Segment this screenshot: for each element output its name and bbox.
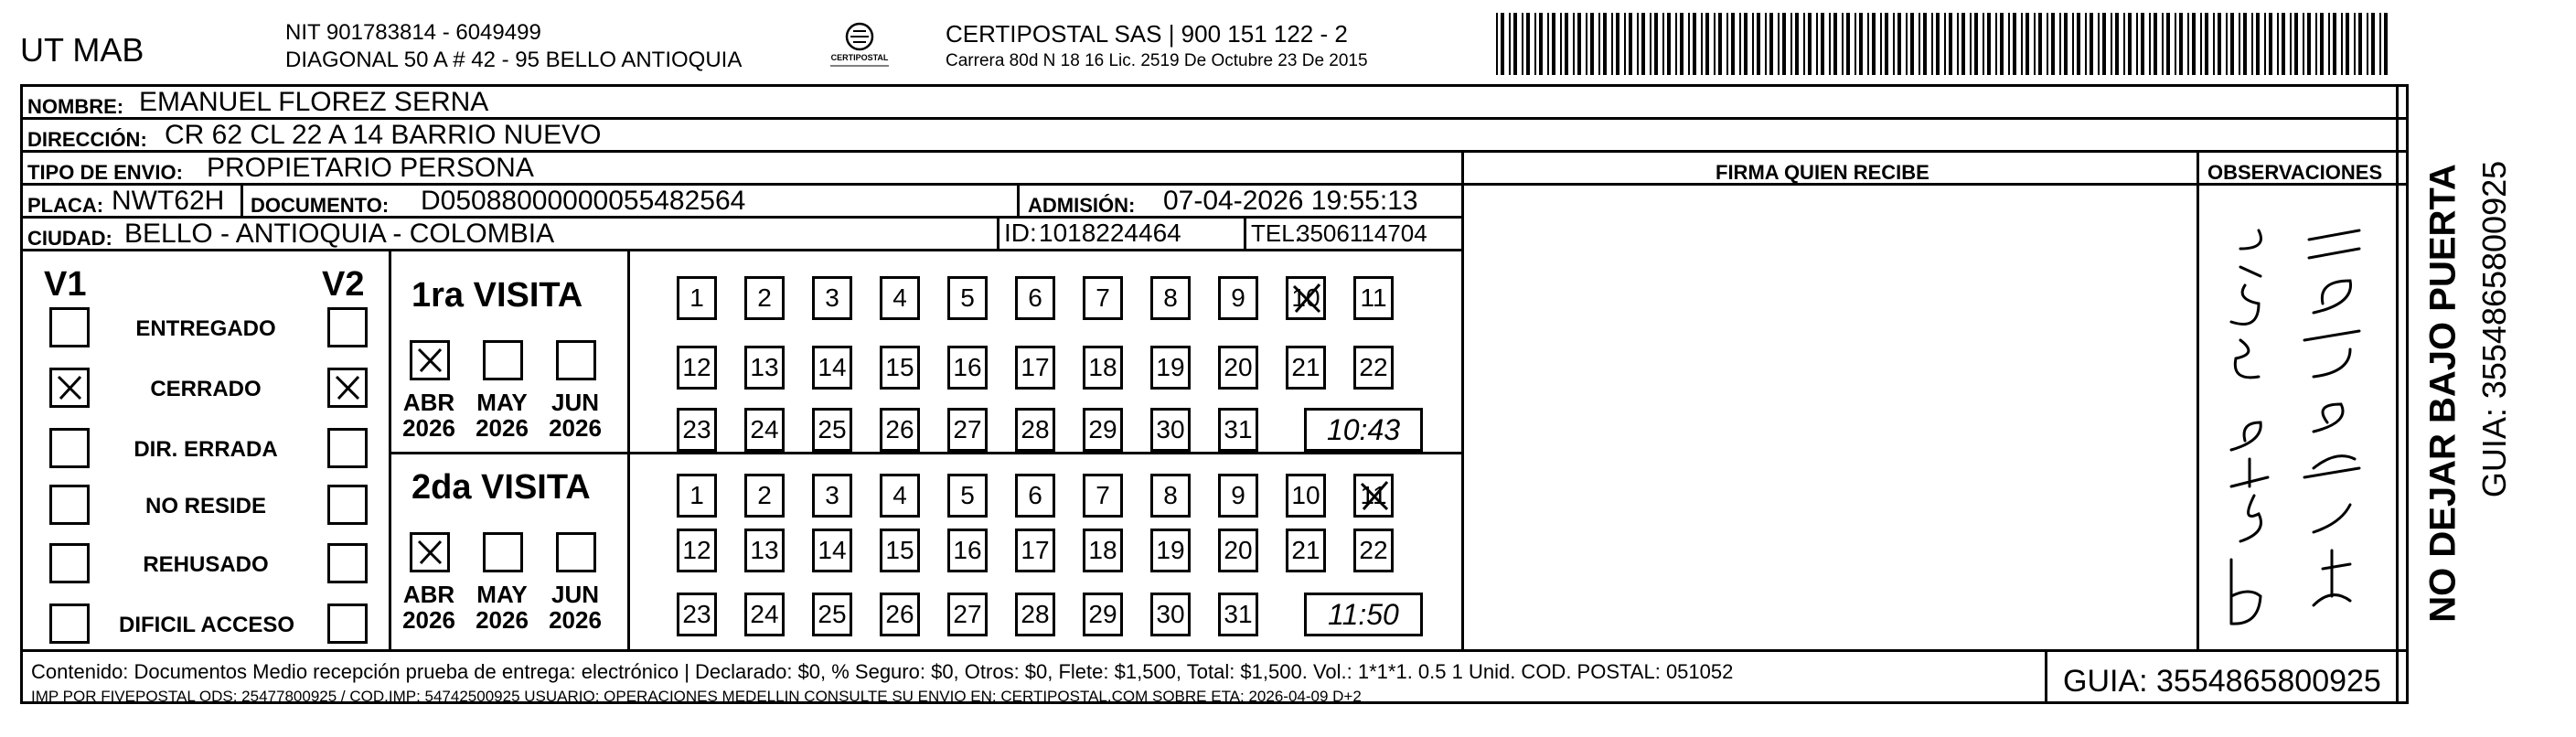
barcode-bar — [2358, 13, 2362, 75]
month-label: JUN 2026 — [549, 389, 602, 442]
barcode-bar — [2367, 13, 2368, 75]
barcode-bar — [1726, 13, 1728, 75]
barcode-bar — [2303, 13, 2304, 75]
day-box[interactable]: 21 — [1286, 346, 1326, 390]
day-box[interactable]: 31 — [1218, 408, 1258, 452]
status-v2-checkbox[interactable] — [327, 428, 368, 468]
status-v1-checkbox[interactable] — [49, 428, 90, 468]
day-box[interactable]: 9 — [1218, 474, 1258, 518]
barcode-bar — [1662, 13, 1664, 75]
direccion-value: CR 62 CL 22 A 14 BARRIO NUEVO — [165, 120, 602, 150]
visit1-title: 1ra VISITA — [412, 276, 583, 315]
barcode-bar — [1650, 13, 1651, 75]
barcode-bar — [1501, 13, 1504, 75]
day-box[interactable]: 26 — [880, 408, 920, 452]
barcode-bar — [1744, 13, 1748, 75]
day-box[interactable]: 10 — [1286, 474, 1326, 518]
barcode-bar — [1778, 13, 1780, 75]
barcode-bar — [1923, 13, 1927, 75]
barcode-bar — [2251, 13, 2253, 75]
barcode-bar — [1629, 13, 1632, 75]
barcode-bar — [2013, 13, 2016, 75]
barcode-bar — [2187, 13, 2189, 75]
barcode-bar — [2354, 13, 2356, 75]
barcode-bar — [1731, 13, 1735, 75]
day-box[interactable]: 18 — [1083, 529, 1123, 572]
day-box[interactable]: 5 — [947, 474, 988, 518]
barcode-bar — [2111, 13, 2112, 75]
barcode-bar — [1586, 13, 1587, 75]
month-checkbox[interactable] — [410, 532, 450, 572]
day-box[interactable]: 18 — [1083, 346, 1123, 390]
barcode-bar — [2307, 13, 2311, 75]
barcode-bar — [1577, 13, 1581, 75]
barcode-bar — [1573, 13, 1575, 75]
barcode-bar — [1931, 13, 1933, 75]
barcode-bar — [1718, 13, 1722, 75]
barcode-bar — [1565, 13, 1568, 75]
day-box[interactable]: 9 — [1218, 276, 1258, 320]
day-box[interactable]: 29 — [1083, 593, 1123, 636]
barcode-bar — [1688, 13, 1690, 75]
barcode-bar — [2200, 13, 2202, 75]
status-v1-checkbox[interactable] — [49, 543, 90, 583]
barcode-bar — [1944, 13, 1946, 75]
status-label: REHUSADO — [143, 552, 269, 577]
observaciones-header: OBSERVACIONES — [2207, 161, 2383, 184]
barcode-bar — [2384, 13, 2388, 75]
day-box[interactable]: 7 — [1083, 276, 1123, 320]
barcode-bar — [1803, 13, 1805, 75]
day-box[interactable]: 11 — [1353, 474, 1394, 518]
barcode-bar — [2059, 13, 2061, 75]
barcode-bar — [1867, 13, 1869, 75]
barcode-bar — [2038, 13, 2042, 75]
direccion-label: DIRECCIÓN: — [27, 128, 147, 151]
barcode-bar — [2315, 13, 2317, 75]
barcode-bar — [1808, 13, 1812, 75]
documento-label: DOCUMENTO: — [251, 194, 390, 217]
barcode-bar — [1680, 13, 1683, 75]
barcode-bar — [1739, 13, 1741, 75]
status-label: DIFICIL ACCESO — [119, 613, 295, 637]
barcode-bar — [2328, 13, 2330, 75]
barcode-bar — [1859, 13, 1863, 75]
nombre-value: EMANUEL FLOREZ SERNA — [139, 87, 489, 117]
barcode-bar — [1897, 13, 1901, 75]
day-box[interactable]: 28 — [1015, 408, 1055, 452]
barcode-bar — [2175, 13, 2176, 75]
barcode-bar — [2090, 13, 2093, 75]
day-box[interactable]: 5 — [947, 276, 988, 320]
footer-contenido: Contenido: Documentos Medio recepción prueba de entrega: electrónico | Declarado: $0, % Seguro: $0, Otros: $0, Flete: $1,500, Total: $1,500. Vol.: 1*1*1. 0.5 1 Unid. COD. POSTAL: 051052 — [31, 660, 1734, 683]
status-v2-checkbox[interactable] — [327, 603, 368, 644]
barcode-bar — [1957, 13, 1959, 75]
tipo-envio-value: PROPIETARIO PERSONA — [207, 153, 534, 183]
day-box[interactable]: 15 — [880, 529, 920, 572]
day-box[interactable]: 7 — [1083, 474, 1123, 518]
ciudad-value: BELLO - ANTIOQUIA - COLOMBIA — [124, 219, 555, 249]
barcode-bar — [2136, 13, 2138, 75]
barcode-bar — [1757, 13, 1760, 75]
day-box[interactable]: 27 — [947, 593, 988, 636]
barcode-bar — [2051, 13, 2055, 75]
barcode-bar — [2256, 13, 2260, 75]
day-box[interactable]: 6 — [1015, 276, 1055, 320]
status-v1-checkbox[interactable] — [49, 603, 90, 644]
day-box[interactable]: 16 — [947, 346, 988, 390]
v1-header: V1 — [44, 265, 87, 304]
day-box[interactable]: 4 — [880, 474, 920, 518]
day-box[interactable]: 14 — [812, 529, 852, 572]
month-label: MAY 2026 — [476, 581, 529, 634]
barcode-bar — [1509, 13, 1511, 75]
day-box[interactable]: 2 — [744, 276, 785, 320]
barcode-bar — [1641, 13, 1645, 75]
barcode-bar — [2282, 13, 2285, 75]
barcode-bar — [1560, 13, 1562, 75]
day-box[interactable]: 11 — [1353, 276, 1394, 320]
barcode-bar — [2205, 13, 2208, 75]
day-box[interactable]: 22 — [1353, 529, 1394, 572]
day-box[interactable]: 13 — [744, 346, 785, 390]
barcode-bar — [1872, 13, 1876, 75]
barcode-bar — [2333, 13, 2336, 75]
day-box[interactable]: 20 — [1218, 346, 1258, 390]
barcode-bar — [1970, 13, 1972, 75]
barcode-bar — [2026, 13, 2029, 75]
status-label: ENTREGADO — [135, 316, 276, 341]
id-value: 1018224464 — [1039, 219, 1181, 247]
barcode-bar — [2341, 13, 2343, 75]
status-v2-checkbox[interactable] — [327, 485, 368, 525]
footer-imp: IMP POR FIVEPOSTAL ODS: 25477800925 / COD.IMP: 54742500925 USUARIO: OPERACIONES MEDELLIN CONSULTE SU ENVIO EN: CERTIPOSTAL.COM SOBRE ETA: 2026-04-09 D+2 — [31, 688, 1362, 705]
barcode-bar — [1598, 13, 1600, 75]
barcode-bar — [1701, 13, 1703, 75]
day-box[interactable]: 13 — [744, 529, 785, 572]
barcode-bar — [2179, 13, 2183, 75]
barcode-bar — [1855, 13, 1856, 75]
footer-guia: GUIA: 3554865800925 — [2063, 664, 2381, 699]
month-checkbox[interactable] — [410, 340, 450, 380]
barcode-bar — [2166, 13, 2170, 75]
barcode-bar — [1995, 13, 1997, 75]
day-box[interactable]: 28 — [1015, 593, 1055, 636]
barcode-bar — [2128, 13, 2132, 75]
nombre-label: NOMBRE: — [27, 95, 124, 118]
day-box[interactable]: 8 — [1150, 276, 1191, 320]
barcode-bar — [1790, 13, 1792, 75]
month-label: ABR 2026 — [402, 389, 455, 442]
barcode-bar — [1539, 13, 1543, 75]
barcode-bar — [2149, 13, 2151, 75]
certipostal-logo — [823, 20, 896, 73]
day-box[interactable]: 23 — [677, 408, 717, 452]
barcode-bar — [2085, 13, 2087, 75]
day-box[interactable]: 20 — [1218, 529, 1258, 572]
day-box[interactable]: 4 — [880, 276, 920, 320]
day-box[interactable]: 26 — [880, 593, 920, 636]
barcode-bar — [2277, 13, 2279, 75]
svg-text:CERTIPOSTAL: CERTIPOSTAL — [830, 53, 889, 62]
day-box[interactable]: 19 — [1150, 529, 1191, 572]
barcode-bar — [1496, 13, 1498, 75]
status-label: CERRADO — [150, 377, 262, 401]
barcode-bar — [2371, 13, 2375, 75]
day-box[interactable]: 17 — [1015, 346, 1055, 390]
barcode-bar — [2154, 13, 2157, 75]
barcode-bar — [1624, 13, 1626, 75]
day-box[interactable]: 23 — [677, 593, 717, 636]
address-line: DIAGONAL 50 A # 42 - 95 BELLO ANTIOQUIA — [285, 48, 743, 72]
side-guia: GUIA: 3554865800925 — [2475, 160, 2513, 498]
status-v1-checkbox[interactable] — [49, 485, 90, 525]
day-box[interactable]: 12 — [677, 529, 717, 572]
barcode-bar — [1974, 13, 1978, 75]
barcode-bar — [1667, 13, 1671, 75]
barcode-bar — [1522, 13, 1523, 75]
barcode-bar — [1547, 13, 1549, 75]
license-line: Carrera 80d N 18 16 Lic. 2519 De Octubre 23 De 2015 — [946, 51, 1368, 70]
placa-label: PLACA: — [27, 194, 104, 217]
barcode-bar — [2102, 13, 2106, 75]
barcode-bar — [1949, 13, 1952, 75]
day-box[interactable]: 1 — [677, 474, 717, 518]
barcode-bar — [2077, 13, 2080, 75]
day-box[interactable]: 21 — [1286, 529, 1326, 572]
barcode-bar — [1919, 13, 1920, 75]
day-box[interactable]: 15 — [880, 346, 920, 390]
certipostal-line: CERTIPOSTAL SAS | 900 151 122 - 2 — [946, 20, 1348, 48]
barcode-bar — [2098, 13, 2100, 75]
visit2-title: 2da VISITA — [412, 468, 591, 507]
day-box[interactable]: 14 — [812, 346, 852, 390]
day-box[interactable]: 25 — [812, 408, 852, 452]
barcode-bar — [1983, 13, 1984, 75]
barcode-bar — [1637, 13, 1639, 75]
barcode-bar — [1705, 13, 1709, 75]
barcode-bar — [1769, 13, 1773, 75]
day-box[interactable]: 24 — [744, 593, 785, 636]
barcode-bar — [2047, 13, 2048, 75]
month-checkbox[interactable] — [483, 340, 523, 380]
barcode-bar — [1765, 13, 1767, 75]
firma-header: FIRMA QUIEN RECIBE — [1716, 161, 1929, 184]
barcode-bar — [2000, 13, 2004, 75]
barcode-bar — [1782, 13, 1786, 75]
barcode-bar — [1675, 13, 1677, 75]
day-box[interactable]: 1 — [677, 276, 717, 320]
month-checkbox[interactable] — [483, 532, 523, 572]
status-v1-checkbox[interactable] — [49, 368, 90, 408]
barcode-bar — [1829, 13, 1831, 75]
day-box[interactable]: 24 — [744, 408, 785, 452]
barcode-bar — [1821, 13, 1824, 75]
barcode — [1496, 13, 2392, 75]
barcode-bar — [1880, 13, 1882, 75]
status-v1-checkbox[interactable] — [49, 307, 90, 347]
barcode-bar — [1693, 13, 1696, 75]
barcode-bar — [2269, 13, 2272, 75]
month-label: ABR 2026 — [402, 581, 455, 634]
barcode-bar — [2226, 13, 2228, 75]
barcode-bar — [2379, 13, 2381, 75]
visit-time-box: 11:50 — [1304, 593, 1423, 636]
barcode-bar — [1885, 13, 1888, 75]
barcode-bar — [1616, 13, 1619, 75]
month-checkbox[interactable] — [556, 532, 596, 572]
documento-value: D05088000000055482564 — [421, 186, 746, 216]
barcode-bar — [1714, 13, 1716, 75]
status-label: NO RESIDE — [144, 494, 267, 518]
barcode-bar — [2320, 13, 2324, 75]
barcode-bar — [2123, 13, 2125, 75]
barcode-bar — [2141, 13, 2144, 75]
day-box[interactable]: 2 — [744, 474, 785, 518]
barcode-bar — [1513, 13, 1517, 75]
barcode-bar — [2162, 13, 2164, 75]
barcode-bar — [2346, 13, 2349, 75]
day-box[interactable]: 19 — [1150, 346, 1191, 390]
visit-time-box: 10:43 — [1304, 408, 1423, 452]
day-box[interactable]: 12 — [677, 346, 717, 390]
barcode-bar — [2192, 13, 2196, 75]
barcode-bar — [2264, 13, 2266, 75]
barcode-bar — [2064, 13, 2068, 75]
barcode-bar — [1816, 13, 1818, 75]
status-v2-checkbox[interactable] — [327, 368, 368, 408]
day-box[interactable]: 6 — [1015, 474, 1055, 518]
v2-header: V2 — [322, 265, 365, 304]
status-v2-checkbox[interactable] — [327, 307, 368, 347]
placa-value: NWT62H — [112, 186, 225, 216]
barcode-bar — [2239, 13, 2240, 75]
day-box[interactable]: 30 — [1150, 408, 1191, 452]
barcode-bar — [2294, 13, 2298, 75]
barcode-bar — [2243, 13, 2247, 75]
barcode-bar — [1936, 13, 1940, 75]
day-box[interactable]: 3 — [812, 474, 852, 518]
day-box[interactable]: 22 — [1353, 346, 1394, 390]
day-box[interactable]: 17 — [1015, 529, 1055, 572]
barcode-bar — [2230, 13, 2234, 75]
barcode-bar — [2218, 13, 2221, 75]
nit-line: NIT 901783814 - 6049499 — [285, 20, 541, 45]
day-box[interactable]: 10 — [1286, 276, 1326, 320]
month-label: MAY 2026 — [476, 389, 529, 442]
barcode-bar — [1552, 13, 1555, 75]
admision-label: ADMISIÓN: — [1028, 194, 1136, 217]
company-short: UT MAB — [20, 31, 144, 69]
no-dejar-bajo-puerta: NO DEJAR BAJO PUERTA — [2422, 164, 2464, 623]
barcode-bar — [2072, 13, 2074, 75]
barcode-bar — [2021, 13, 2023, 75]
day-box[interactable]: 3 — [812, 276, 852, 320]
barcode-bar — [1842, 13, 1844, 75]
day-box[interactable]: 29 — [1083, 408, 1123, 452]
day-box[interactable]: 16 — [947, 529, 988, 572]
barcode-bar — [1906, 13, 1908, 75]
barcode-bar — [2213, 13, 2215, 75]
barcode-bar — [1987, 13, 1991, 75]
admision-value: 07-04-2026 19:55:13 — [1163, 186, 1418, 216]
barcode-bar — [2290, 13, 2292, 75]
barcode-bar — [1590, 13, 1594, 75]
tel-value: 3506114704 — [1297, 219, 1427, 247]
status-v2-checkbox[interactable] — [327, 543, 368, 583]
barcode-bar — [2008, 13, 2010, 75]
tipo-envio-label: TIPO DE ENVIO: — [27, 161, 183, 184]
month-label: JUN 2026 — [549, 581, 602, 634]
barcode-bar — [1961, 13, 1965, 75]
id-label: ID: — [1004, 219, 1037, 247]
barcode-bar — [1526, 13, 1530, 75]
observations-handwriting — [2204, 194, 2392, 646]
barcode-bar — [1795, 13, 1799, 75]
barcode-bar — [1603, 13, 1607, 75]
status-label: DIR. ERRADA — [134, 437, 278, 462]
day-box[interactable]: 30 — [1150, 593, 1191, 636]
month-checkbox[interactable] — [556, 340, 596, 380]
barcode-bar — [2115, 13, 2119, 75]
barcode-bar — [1654, 13, 1658, 75]
day-box[interactable]: 25 — [812, 593, 852, 636]
barcode-bar — [1611, 13, 1613, 75]
day-box[interactable]: 8 — [1150, 474, 1191, 518]
barcode-bar — [1846, 13, 1850, 75]
barcode-bar — [1910, 13, 1914, 75]
day-box[interactable]: 31 — [1218, 593, 1258, 636]
barcode-bar — [1893, 13, 1895, 75]
ciudad-label: CIUDAD: — [27, 227, 112, 250]
barcode-bar — [2034, 13, 2036, 75]
barcode-bar — [1534, 13, 1536, 75]
barcode-bar — [1752, 13, 1754, 75]
tel-label: TEL: — [1251, 219, 1301, 247]
barcode-bar — [1833, 13, 1837, 75]
day-box[interactable]: 27 — [947, 408, 988, 452]
